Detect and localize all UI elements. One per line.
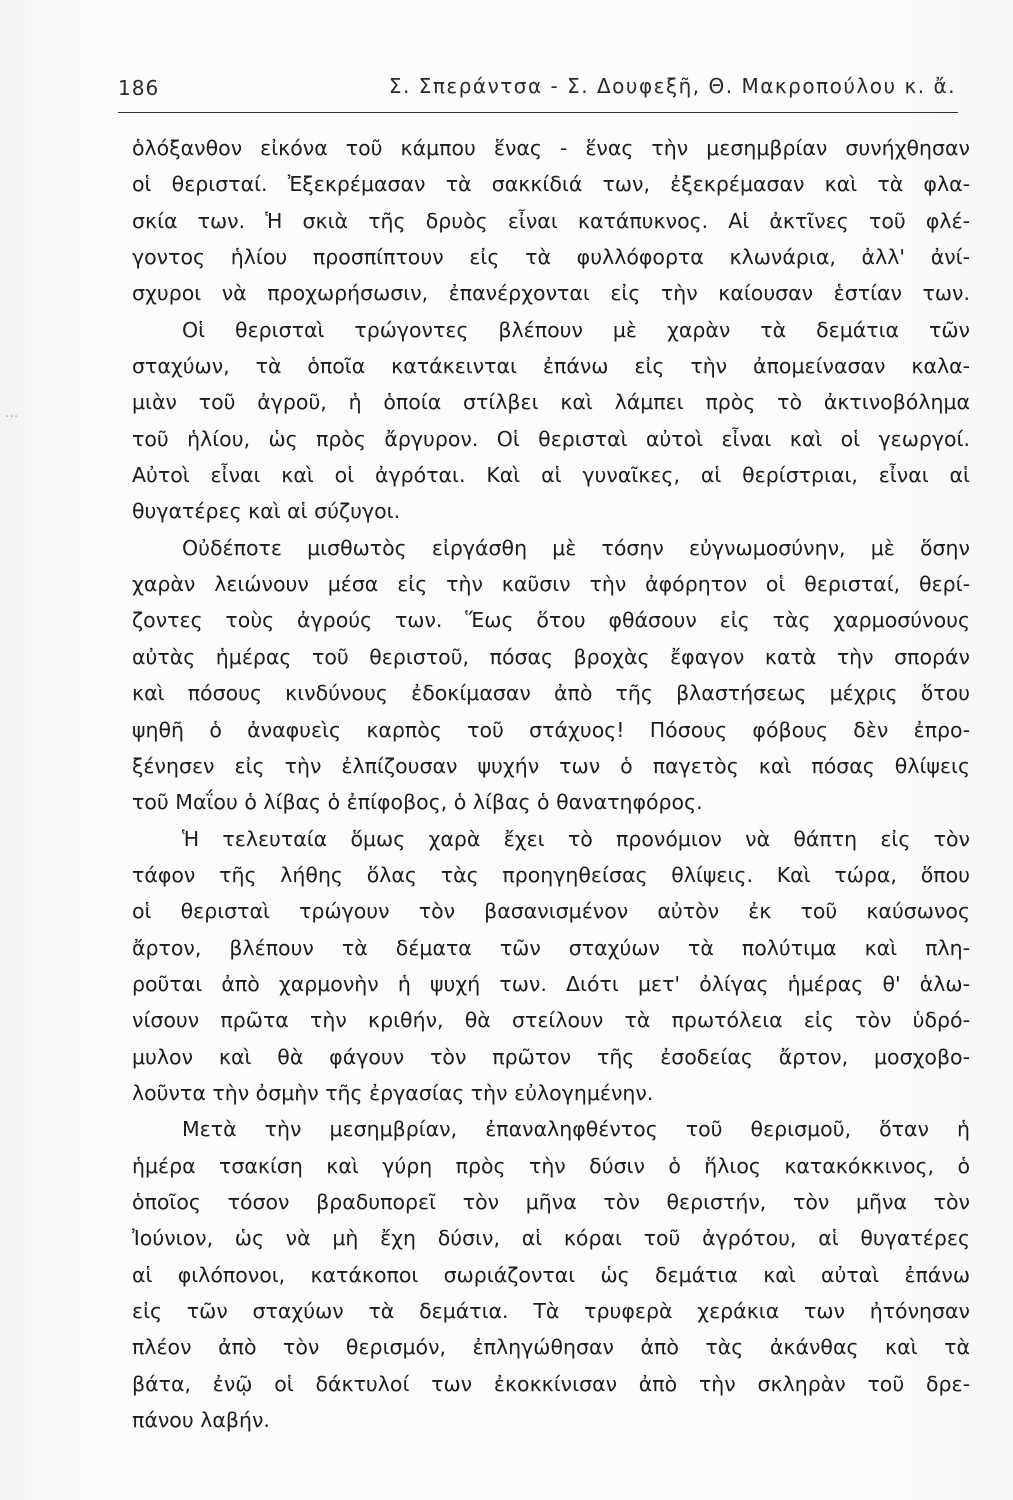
text-line: ροῦται ἀπὸ χαρμονὴν ἡ ψυχή των. Διότι μετ' ὀλίγας ἡμέρας θ' ἁλω- (132, 971, 970, 996)
text-line: ξένησεν εἰς τὴν ἐλπίζουσαν ψυχήν των ὁ παγετὸς καὶ πόσας θλίψεις (132, 753, 970, 778)
header-rule (118, 112, 958, 113)
text-line: γοντος ἡλίου προσπίπτουν εἰς τὰ φυλλόφορτα κλωνάρια, ἀλλ' ἀνί- (132, 245, 970, 270)
text-line: τοῦ ἡλίου, ὡς πρὸς ἄργυρον. Οἱ θερισταὶ αὐτοὶ εἶναι καὶ οἱ γεωργοί. (132, 426, 970, 451)
text-line: Ἡ τελευταία ὅμως χαρὰ ἔχει τὸ προνόμιον νὰ θάπτη εἰς τὸν (182, 826, 970, 851)
text-line: καὶ πόσους κινδύνους ἐδοκίμασαν ἀπὸ τῆς βλαστήσεως μέχρις ὅτου (132, 681, 970, 706)
text-line: ζοντες τοὺς ἀγρούς των. Ἕως ὅτου φθάσουν εἰς τὰς χαρμοσύνους (132, 608, 970, 633)
text-line: οἱ θερισταὶ τρώγουν τὸν βασανισμένον αὐτὸν ἐκ τοῦ καύσωνος (132, 899, 970, 924)
margin-mark: ... (5, 405, 19, 421)
page-header (118, 70, 958, 110)
text-line: νίσουν πρῶτα τὴν κριθήν, θὰ στείλουν τὰ πρωτόλεια εἰς τὸν ὑδρό- (132, 1008, 970, 1033)
text-line: μιὰν τοῦ ἀγροῦ, ἡ ὁποία στίλβει καὶ λάμπει πρὸς τὸ ἀκτινοβόλημα (132, 390, 970, 415)
text-line: πλέον ἀπὸ τὸν θερισμόν, ἐπληγώθησαν ἀπὸ τὰς ἀκάνθας καὶ τὰ (132, 1335, 970, 1360)
text-line: ὁλόξανθον εἰκόνα τοῦ κάμπου ἕνας - ἕνας τὴν μεσημβρίαν συνήχθησαν (132, 136, 970, 160)
text-line: Μετὰ τὴν μεσημβρίαν, ἐπαναληφθέντος τοῦ θερισμοῦ, ὅταν ἡ (182, 1117, 970, 1142)
text-line: πάνου λαβήν. (132, 1408, 270, 1433)
text-line: ὁποῖος τόσον βραδυπορεῖ τὸν μῆνα τὸν θεριστήν, τὸν μῆνα τὸν (132, 1189, 970, 1214)
text-line: λοῦντα τὴν ὀσμὴν τῆς ἐργασίας τὴν εὐλογημένην. (132, 1080, 654, 1105)
text-line: μυλον καὶ θὰ φάγουν τὸν πρῶτον τῆς ἐσοδείας ἄρτον, μοσχοβο- (132, 1044, 970, 1069)
text-line: σταχύων, τὰ ὁποῖα κατάκεινται ἐπάνω εἰς τὴν ἀπομείνασαν καλα- (132, 354, 970, 379)
text-line: Οὐδέποτε μισθωτὸς εἰργάσθη μὲ τόσην εὐγνωμοσύνην, μὲ ὅσην (182, 535, 970, 560)
text-line: τάφον τῆς λήθης ὅλας τὰς προηγηθείσας θλίψεις. Καὶ τώρα, ὅπου (132, 862, 970, 887)
text-line: ἡμέρα τσακίση καὶ γύρη πρὸς τὴν δύσιν ὁ ἥλιος κατακόκκινος, ὁ (132, 1153, 970, 1178)
text-line: αἱ φιλόπονοι, κατάκοποι σωριάζονται ὡς δεμάτια καὶ αὐταὶ ἐπάνω (132, 1262, 970, 1287)
text-line: θυγατέρες καὶ αἱ σύζυγοι. (132, 499, 401, 524)
text-line: εἰς τῶν σταχύων τὰ δεμάτια. Τὰ τρυφερὰ χεράκια των ἠτόνησαν (132, 1299, 970, 1323)
text-line: Αὐτοὶ εἶναι καὶ οἱ ἀγρόται. Καὶ αἱ γυναῖκες, αἱ θερίστριαι, εἶναι αἱ (132, 463, 970, 488)
text-line: τοῦ Μαΐου ὁ λίβας ὁ ἐπίφοβος, ὁ λίβας ὁ θανατηφόρος. (132, 790, 703, 815)
text-line: σχυροι νὰ προχωρήσωσιν, ἐπανέρχονται εἰς τὴν καίουσαν ἑστίαν των. (132, 281, 970, 306)
text-line: ψηθῆ ὁ ἀναφυεὶς καρπὸς τοῦ στάχυος! Πόσους φόβους δὲν ἐπρο- (132, 717, 970, 742)
text-line: βάτα, ἐνῷ οἱ δάκτυλοί των ἐκοκκίνισαν ἀπὸ τὴν σκληρὰν τοῦ δρε- (132, 1371, 970, 1396)
text-line: αὐτὰς ἡμέρας τοῦ θεριστοῦ, πόσας βροχὰς ἔφαγον κατὰ τὴν σποράν (132, 644, 970, 669)
text-line: σκία των. Ἡ σκιὰ τῆς δρυὸς εἶναι κατάπυκνος. Αἱ ἀκτῖνες τοῦ φλέ- (132, 208, 970, 233)
text-line: Ἰούνιον, ὡς νὰ μὴ ἔχη δύσιν, αἱ κόραι τοῦ ἀγρότου, αἱ θυγατέρες (132, 1226, 970, 1251)
body-text (132, 130, 970, 1438)
text-line: Οἱ θερισταὶ τρώγοντες βλέπουν μὲ χαρὰν τὰ δεμάτια τῶν (182, 317, 970, 342)
running-head: Σ. Σπεράντσα - Σ. Δουφεξῆ, Θ. Μακροπούλου κ. ἄ. (388, 74, 956, 98)
text-line: ἄρτον, βλέπουν τὰ δέματα τῶν σταχύων τὰ πολύτιμα καὶ πλη- (132, 935, 970, 960)
text-line: χαρὰν λειώνουν μέσα εἰς τὴν καῦσιν τὴν ἀφόρητον οἱ θερισταί, θερί- (132, 572, 970, 597)
page-number: 186 (118, 76, 160, 100)
text-line: οἱ θερισταί. Ἐξεκρέμασαν τὰ σακκίδιά των, ἐξεκρέμασαν καὶ τὰ φλα- (132, 172, 970, 197)
